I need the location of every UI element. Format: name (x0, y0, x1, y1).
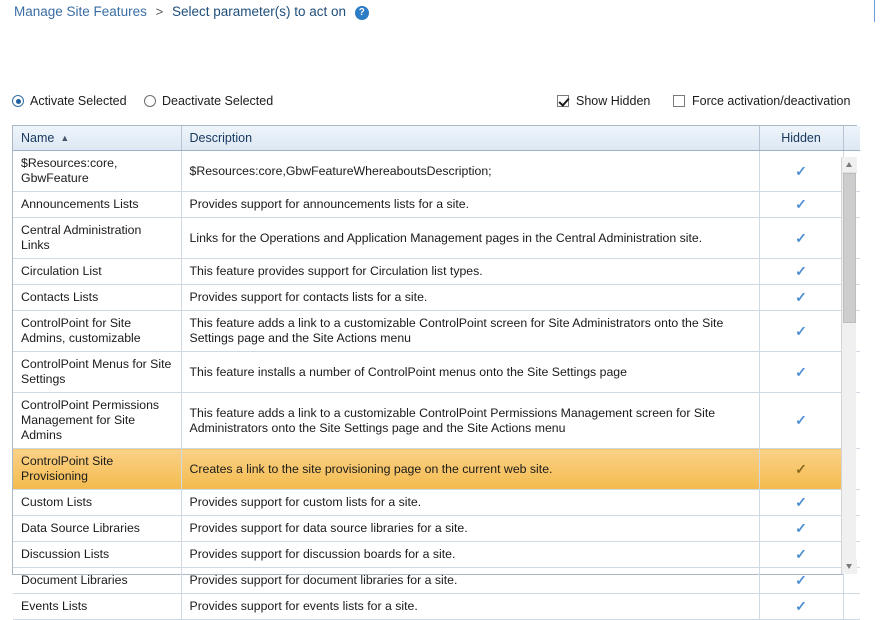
radio-icon (144, 95, 156, 107)
cell-name: Central Administration Links (13, 218, 181, 259)
cell-description: Provides support for discussion boards for a site. (181, 542, 759, 568)
cell-name: Circulation List (13, 259, 181, 285)
force-activation-checkbox[interactable] (673, 94, 850, 108)
check-icon: ✓ (795, 494, 807, 510)
check-icon: ✓ (795, 546, 807, 562)
cell-description: Provides support for document libraries for a site. (181, 568, 759, 594)
check-icon: ✓ (795, 460, 807, 477)
cell-hidden (759, 311, 843, 352)
table-row[interactable] (13, 449, 860, 490)
cell-description: Links for the Operations and Application Management pages in the Central Administration site. (181, 218, 759, 259)
cell-description: This feature adds a link to a customizable ControlPoint Permissions Management screen for Site Administrators onto the Site Settings page and the Site Actions menu (181, 393, 759, 449)
grid-vertical-scrollbar[interactable] (841, 157, 856, 574)
options-row (8, 94, 867, 114)
table-row[interactable] (13, 311, 860, 352)
deactivate-selected-label: Deactivate Selected (162, 94, 274, 108)
sort-ascending-icon: ▲ (60, 133, 70, 143)
cell-description: Provides support for announcements lists for a site. (181, 192, 759, 218)
force-activation-label: Force activation/deactivation (692, 94, 851, 108)
breadcrumb-parent-link[interactable]: Manage Site Features (14, 4, 147, 19)
breadcrumb (14, 4, 369, 20)
cell-hidden (759, 218, 843, 259)
table-row[interactable] (13, 393, 860, 449)
cell-name: $Resources:core, GbwFeature (13, 151, 181, 192)
cell-spacer (843, 594, 860, 620)
check-icon: ✓ (795, 196, 807, 212)
cell-description: Provides support for custom lists for a site. (181, 490, 759, 516)
table-row[interactable] (13, 259, 860, 285)
activate-selected-radio[interactable] (12, 94, 127, 108)
cell-hidden (759, 285, 843, 311)
cell-name: Custom Lists (13, 490, 181, 516)
cell-hidden (759, 192, 843, 218)
cell-name: ControlPoint for Site Admins, customizable (13, 311, 181, 352)
cell-hidden (759, 352, 843, 393)
cell-hidden (759, 516, 843, 542)
table-row[interactable] (13, 516, 860, 542)
radio-icon (12, 95, 24, 107)
check-icon: ✓ (795, 229, 807, 246)
check-icon: ✓ (795, 162, 807, 179)
cell-description: Provides support for data source libraries for a site. (181, 516, 759, 542)
column-header-name-label: Name (21, 131, 55, 145)
show-hidden-checkbox[interactable] (557, 94, 650, 108)
breadcrumb-current: Select parameter(s) to act on (171, 4, 347, 19)
table-header (13, 126, 860, 151)
cell-description: This feature adds a link to a customizable ControlPoint screen for Site Administrators onto the Site Settings page and the Site Actions menu (181, 311, 759, 352)
deactivate-selected-radio[interactable] (144, 94, 273, 108)
table-row[interactable] (13, 568, 860, 594)
check-icon: ✓ (795, 572, 807, 588)
cell-name: Events Lists (13, 594, 181, 620)
features-table (13, 126, 860, 620)
cell-hidden (759, 259, 843, 285)
breadcrumb-separator: > (155, 4, 164, 19)
scrollbar-thumb[interactable] (843, 173, 856, 323)
cell-hidden (759, 594, 843, 620)
scroll-down-arrow-icon[interactable] (842, 559, 857, 574)
cell-hidden (759, 151, 843, 192)
cell-name: Contacts Lists (13, 285, 181, 311)
cell-hidden (759, 542, 843, 568)
table-row[interactable] (13, 151, 860, 192)
show-hidden-label: Show Hidden (576, 94, 651, 108)
column-header-spacer (843, 126, 860, 151)
cell-description: This feature provides support for Circulation list types. (181, 259, 759, 285)
check-icon: ✓ (795, 520, 807, 536)
check-icon: ✓ (795, 598, 807, 614)
column-header-name[interactable] (13, 126, 181, 151)
table-row[interactable] (13, 352, 860, 393)
checkbox-icon (673, 95, 685, 107)
table-row[interactable] (13, 218, 860, 259)
cell-name: Data Source Libraries (13, 516, 181, 542)
cell-hidden (759, 490, 843, 516)
cell-hidden (759, 449, 843, 490)
cell-description: Creates a link to the site provisioning page on the current web site. (181, 449, 759, 490)
features-grid (12, 125, 857, 614)
scroll-up-arrow-icon[interactable] (842, 157, 857, 173)
check-icon: ✓ (795, 363, 807, 380)
cell-name: Announcements Lists (13, 192, 181, 218)
table-row[interactable] (13, 192, 860, 218)
table-row[interactable] (13, 542, 860, 568)
table-row[interactable] (13, 594, 860, 620)
cell-description: Provides support for events lists for a site. (181, 594, 759, 620)
help-icon[interactable]: ? (355, 6, 369, 20)
cell-name: ControlPoint Site Provisioning (13, 449, 181, 490)
table-row[interactable] (13, 285, 860, 311)
cell-description: $Resources:core,GbwFeatureWhereaboutsDescription; (181, 151, 759, 192)
cell-name: ControlPoint Permissions Management for Site Admins (13, 393, 181, 449)
cell-description: Provides support for contacts lists for a site. (181, 285, 759, 311)
column-header-hidden[interactable]: Hidden (759, 126, 843, 151)
cell-hidden (759, 568, 843, 594)
check-icon: ✓ (795, 322, 807, 339)
column-header-description[interactable]: Description (181, 126, 759, 151)
page-scroll-rule (874, 0, 875, 22)
table-body (13, 151, 860, 620)
cell-hidden (759, 393, 843, 449)
cell-name: ControlPoint Menus for Site Settings (13, 352, 181, 393)
table-row[interactable] (13, 490, 860, 516)
checkbox-icon (557, 95, 569, 107)
check-icon: ✓ (795, 412, 807, 428)
activate-selected-label: Activate Selected (30, 94, 127, 108)
cell-name: Document Libraries (13, 568, 181, 594)
check-icon: ✓ (795, 289, 807, 305)
cell-name: Discussion Lists (13, 542, 181, 568)
cell-description: This feature installs a number of ControlPoint menus onto the Site Settings page (181, 352, 759, 393)
check-icon: ✓ (795, 263, 807, 279)
